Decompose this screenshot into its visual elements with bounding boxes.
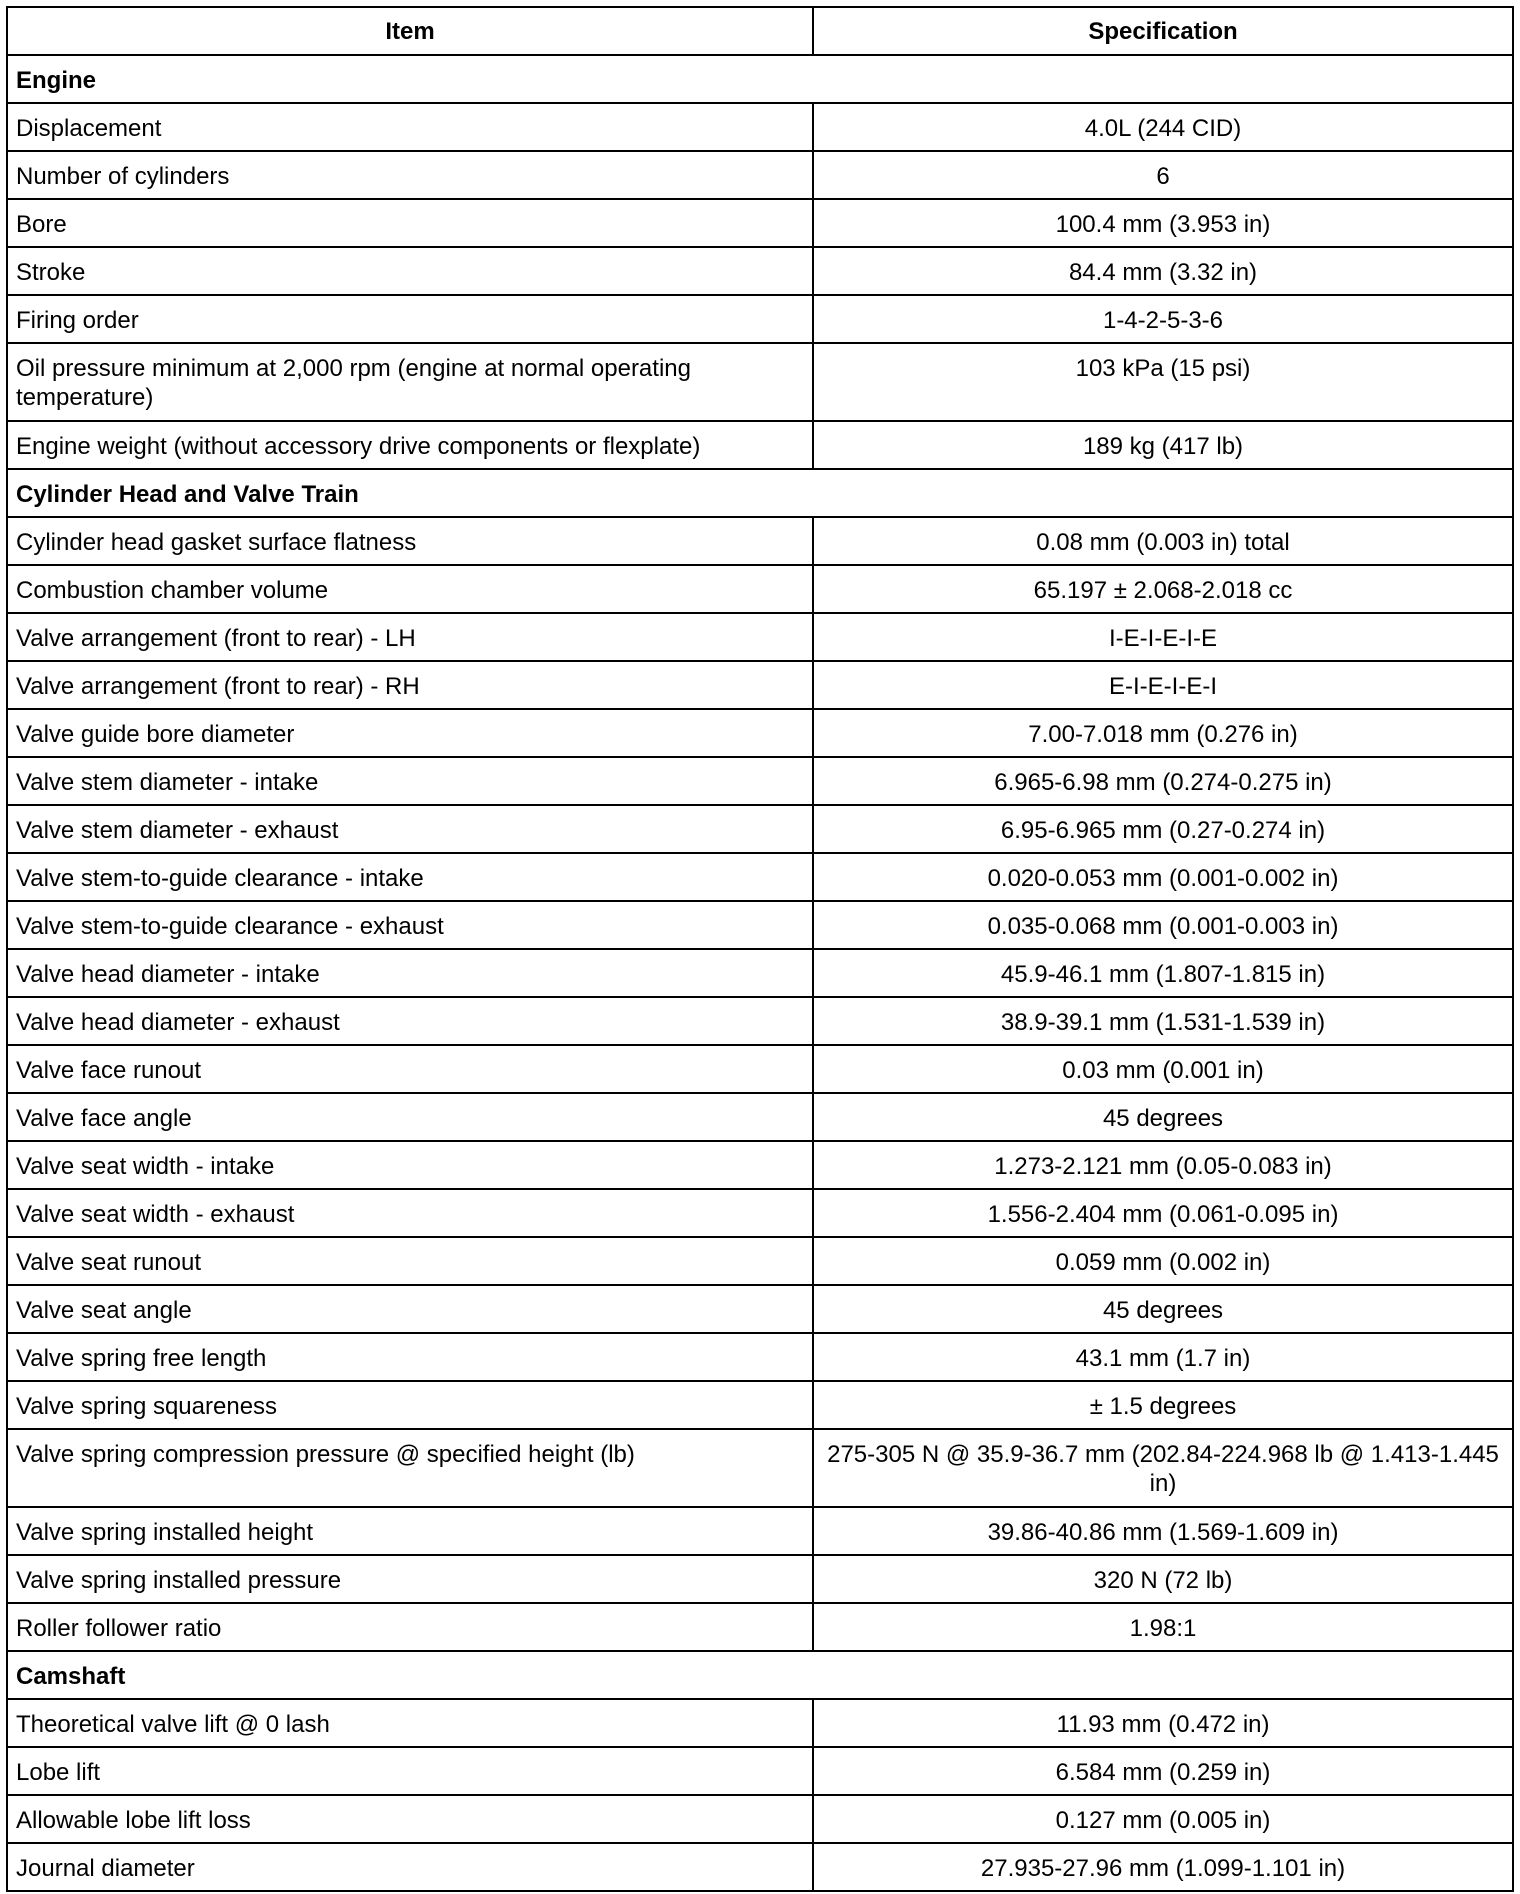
item-cell: Valve guide bore diameter (7, 709, 813, 757)
specification-cell: 1-4-2-5-3-6 (813, 295, 1513, 343)
item-cell: Allowable lobe lift loss (7, 1795, 813, 1843)
specification-cell: 38.9-39.1 mm (1.531-1.539 in) (813, 997, 1513, 1045)
section-title: Camshaft (7, 1651, 1513, 1699)
section-header-row (7, 1651, 1513, 1699)
item-cell: Journal diameter (7, 1843, 813, 1891)
specification-cell: 1.556-2.404 mm (0.061-0.095 in) (813, 1189, 1513, 1237)
item-cell: Valve stem-to-guide clearance - exhaust (7, 901, 813, 949)
specification-cell: 4.0L (244 CID) (813, 103, 1513, 151)
item-cell: Valve arrangement (front to rear) - LH (7, 613, 813, 661)
item-cell: Valve face runout (7, 1045, 813, 1093)
specification-cell: 1.273-2.121 mm (0.05-0.083 in) (813, 1141, 1513, 1189)
specification-cell: 0.127 mm (0.005 in) (813, 1795, 1513, 1843)
section-title: Engine (7, 55, 1513, 103)
column-header-specification: Specification (813, 7, 1513, 55)
table-row (7, 613, 1513, 661)
specification-cell: 100.4 mm (3.953 in) (813, 199, 1513, 247)
specification-cell: ± 1.5 degrees (813, 1381, 1513, 1429)
specification-cell: 45.9-46.1 mm (1.807-1.815 in) (813, 949, 1513, 997)
table-row (7, 1843, 1513, 1891)
table-row (7, 247, 1513, 295)
item-cell: Valve seat angle (7, 1285, 813, 1333)
specification-cell: 320 N (72 lb) (813, 1555, 1513, 1603)
specification-cell: 6.965-6.98 mm (0.274-0.275 in) (813, 757, 1513, 805)
item-cell: Valve spring installed height (7, 1507, 813, 1555)
specification-cell: 0.020-0.053 mm (0.001-0.002 in) (813, 853, 1513, 901)
table-row (7, 565, 1513, 613)
specification-cell: 7.00-7.018 mm (0.276 in) (813, 709, 1513, 757)
section-title: Cylinder Head and Valve Train (7, 469, 1513, 517)
table-row (7, 295, 1513, 343)
item-cell: Displacement (7, 103, 813, 151)
specification-cell: 103 kPa (15 psi) (813, 343, 1513, 421)
table-row (7, 709, 1513, 757)
table-row (7, 997, 1513, 1045)
item-cell: Valve head diameter - exhaust (7, 997, 813, 1045)
item-cell: Valve stem diameter - exhaust (7, 805, 813, 853)
table-header-row (7, 7, 1513, 55)
table-row (7, 1699, 1513, 1747)
table-row (7, 805, 1513, 853)
table-row (7, 103, 1513, 151)
specification-cell: 39.86-40.86 mm (1.569-1.609 in) (813, 1507, 1513, 1555)
item-cell: Valve seat width - intake (7, 1141, 813, 1189)
table-row (7, 1141, 1513, 1189)
item-cell: Valve spring squareness (7, 1381, 813, 1429)
item-cell: Oil pressure minimum at 2,000 rpm (engine at normal operating temperature) (7, 343, 813, 421)
table-row (7, 901, 1513, 949)
item-cell: Combustion chamber volume (7, 565, 813, 613)
specification-cell: 6.584 mm (0.259 in) (813, 1747, 1513, 1795)
item-cell: Valve spring compression pressure @ specified height (lb) (7, 1429, 813, 1507)
column-header-item: Item (7, 7, 813, 55)
item-cell: Firing order (7, 295, 813, 343)
item-cell: Bore (7, 199, 813, 247)
specification-cell: 6.95-6.965 mm (0.27-0.274 in) (813, 805, 1513, 853)
table-row (7, 853, 1513, 901)
specification-cell: 27.935-27.96 mm (1.099-1.101 in) (813, 1843, 1513, 1891)
specification-cell: 275-305 N @ 35.9-36.7 mm (202.84-224.968 lb @ 1.413-1.445 in) (813, 1429, 1513, 1507)
table-row (7, 1285, 1513, 1333)
table-body (7, 55, 1513, 1891)
specification-cell: 45 degrees (813, 1093, 1513, 1141)
table-row (7, 1603, 1513, 1651)
table-row (7, 1093, 1513, 1141)
item-cell: Valve face angle (7, 1093, 813, 1141)
item-cell: Valve arrangement (front to rear) - RH (7, 661, 813, 709)
specification-table (6, 6, 1514, 1892)
item-cell: Lobe lift (7, 1747, 813, 1795)
table-row (7, 421, 1513, 469)
item-cell: Valve spring installed pressure (7, 1555, 813, 1603)
specification-cell: E-I-E-I-E-I (813, 661, 1513, 709)
item-cell: Engine weight (without accessory drive components or flexplate) (7, 421, 813, 469)
table-row (7, 1429, 1513, 1507)
section-header-row (7, 55, 1513, 103)
table-row (7, 757, 1513, 805)
item-cell: Cylinder head gasket surface flatness (7, 517, 813, 565)
item-cell: Valve stem-to-guide clearance - intake (7, 853, 813, 901)
item-cell: Valve seat runout (7, 1237, 813, 1285)
table-row (7, 1555, 1513, 1603)
item-cell: Number of cylinders (7, 151, 813, 199)
specification-cell: 0.08 mm (0.003 in) total (813, 517, 1513, 565)
table-row (7, 1045, 1513, 1093)
table-row (7, 661, 1513, 709)
table-row (7, 151, 1513, 199)
table-row (7, 1333, 1513, 1381)
item-cell: Theoretical valve lift @ 0 lash (7, 1699, 813, 1747)
item-cell: Stroke (7, 247, 813, 295)
specification-cell: 84.4 mm (3.32 in) (813, 247, 1513, 295)
table-row (7, 1237, 1513, 1285)
specification-cell: 65.197 ± 2.068-2.018 cc (813, 565, 1513, 613)
table-row (7, 517, 1513, 565)
item-cell: Roller follower ratio (7, 1603, 813, 1651)
table-row (7, 343, 1513, 421)
specification-cell: 0.035-0.068 mm (0.001-0.003 in) (813, 901, 1513, 949)
table-row (7, 949, 1513, 997)
specification-cell: 1.98:1 (813, 1603, 1513, 1651)
item-cell: Valve seat width - exhaust (7, 1189, 813, 1237)
table-row (7, 199, 1513, 247)
specification-cell: 6 (813, 151, 1513, 199)
item-cell: Valve head diameter - intake (7, 949, 813, 997)
table-row (7, 1189, 1513, 1237)
specification-cell: 189 kg (417 lb) (813, 421, 1513, 469)
item-cell: Valve spring free length (7, 1333, 813, 1381)
section-header-row (7, 469, 1513, 517)
specification-cell: 0.059 mm (0.002 in) (813, 1237, 1513, 1285)
specification-cell: I-E-I-E-I-E (813, 613, 1513, 661)
table-row (7, 1381, 1513, 1429)
specification-cell: 0.03 mm (0.001 in) (813, 1045, 1513, 1093)
specification-cell: 11.93 mm (0.472 in) (813, 1699, 1513, 1747)
item-cell: Valve stem diameter - intake (7, 757, 813, 805)
table-row (7, 1747, 1513, 1795)
table-row (7, 1507, 1513, 1555)
table-row (7, 1795, 1513, 1843)
specification-cell: 43.1 mm (1.7 in) (813, 1333, 1513, 1381)
specification-cell: 45 degrees (813, 1285, 1513, 1333)
